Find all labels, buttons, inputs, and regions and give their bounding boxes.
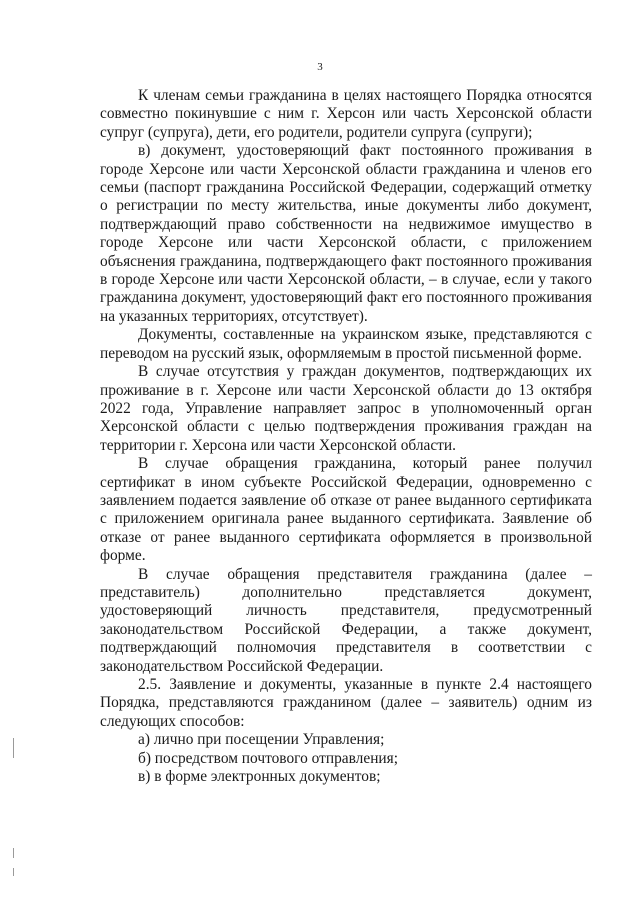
scan-artifact	[13, 868, 14, 876]
list-item-in-person: а) лично при посещении Управления;	[138, 731, 385, 749]
paragraph-representative: В случае обращения представителя гражданина (далее – представитель) дополнительно представляется документ, удостоверяющий личность представителя, предусмотренный законодательством Российской Федерации, а также документ, подтверждающий полномочия представителя в соответствии с законодательством Российской Федерации.	[100, 565, 592, 675]
list-item-by-mail: б) посредством почтового отправления;	[138, 749, 399, 767]
scan-artifact	[13, 738, 14, 758]
scan-artifact	[13, 848, 14, 858]
paragraph-submission-methods: 2.5. Заявление и документы, указанные в пункте 2.4 настоящего Порядка, представляются гражданином (далее – заявитель) одним из следующих способов:	[100, 676, 592, 730]
paragraph-residence-document: в) документ, удостоверяющий факт постоянного проживания в городе Херсоне или части Херсонской области гражданина и членов его семьи (паспорт гражданина Российской Федерации, содержащий отметку о регистрации по месту жительства, иные документы либо документ, подтверждающий право собственности на недвижимое имущество в городе Херсоне или части Херсонской области, с приложением объяснения гражданина, подтверждающего факт постоянного проживания в городе Херсоне или части Херсонской области, – в случае, если у такого гражданина документ, удостоверяющий факт его постоянного проживания на указанных территориях, отсутствует).	[100, 142, 592, 325]
page-number: 3	[317, 61, 323, 73]
paragraph-ukrainian-documents: Документы, составленные на украинском языке, представляются с переводом на русский язык, оформляемым в простой письменной форме.	[100, 326, 592, 362]
paragraph-prior-certificate: В случае обращения гражданина, который ранее получил сертификат в ином субъекте Российской Федерации, одновременно с заявлением подается заявление об отказе от ранее выданного сертификата с приложением оригинала ранее выданного сертификата. Заявление об отказе от ранее выданного сертификата оформляется в произвольной форме.	[100, 455, 592, 565]
list-item-electronic: в) в форме электронных документов;	[138, 768, 381, 786]
paragraph-family-members: К членам семьи гражданина в целях настоящего Порядка относятся совместно покинувшие с ним г. Херсон или часть Херсонской области супруг (супруга), дети, его родители, родители супруга (супруги);	[100, 87, 592, 141]
document-body	[100, 87, 592, 786]
paragraph-missing-documents: В случае отсутствия у граждан документов, подтверждающих их проживание в г. Херсоне или части Херсонской области до 13 октября 2022 года, Управление направляет запрос в уполномоченный орган Херсонской области с целью подтверждения проживания граждан на территории г. Херсона или части Херсонской области.	[100, 363, 592, 454]
